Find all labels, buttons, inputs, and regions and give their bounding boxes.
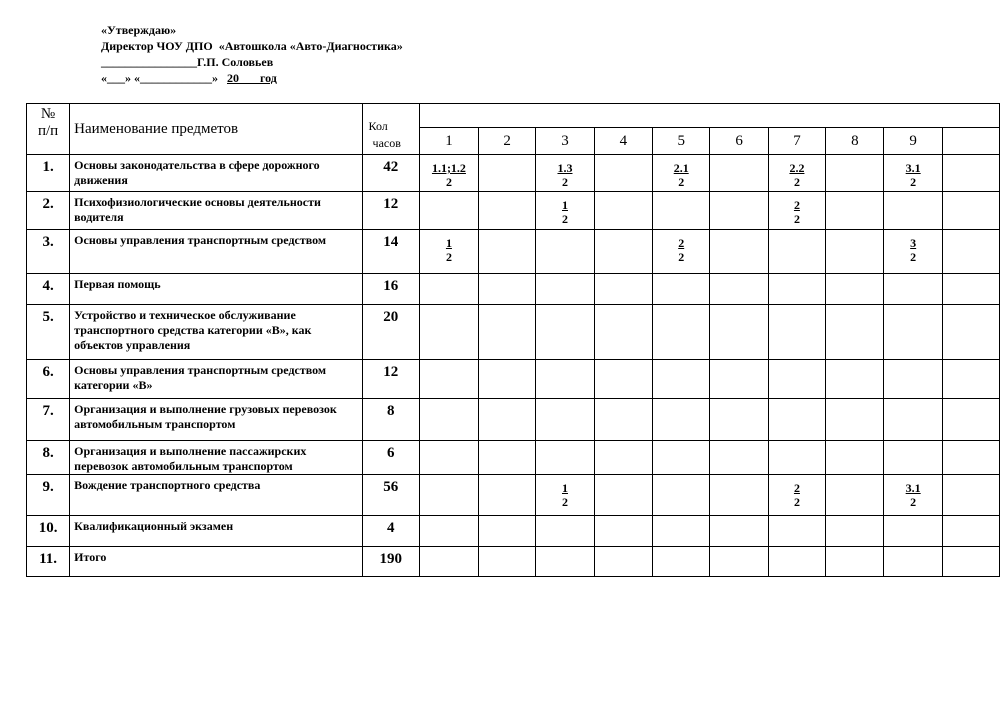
schedule-cell [826,155,884,192]
row-number: 10. [27,516,70,547]
schedule-cell [884,155,942,192]
lesson-fraction [906,481,921,509]
lesson-fraction [557,161,572,189]
schedule-cell [594,516,652,547]
lesson-topic: 1 [561,198,568,212]
column-number: 6 [710,128,768,155]
header-name-cell: Наименование предметов [70,104,362,155]
lesson-topic: 1 [561,481,568,495]
schedule-cell [419,230,478,274]
schedule-cell [710,360,768,399]
schedule-cell [942,475,999,516]
lesson-hours: 2 [910,175,917,189]
subject-name: Вождение транспортного средства [70,475,362,516]
lesson-hours: 2 [793,175,800,189]
schedule-cell [652,155,710,192]
schedule-cell [768,399,826,441]
schedule-cell [710,155,768,192]
row-number: 7. [27,399,70,441]
schedule-cell [768,192,826,230]
header-num-symbol: № [40,106,56,122]
schedule-cell [826,441,884,475]
table-row [27,475,1000,516]
header-num-cell [27,104,70,155]
approval-block [101,22,403,86]
schedule-cell [419,547,478,577]
subject-name: Первая помощь [70,274,362,305]
schedule-cell [536,547,594,577]
lesson-topic: 2 [793,481,800,495]
month-blank: ____________ [140,71,212,85]
row-number: 9. [27,475,70,516]
schedule-cell [826,516,884,547]
lesson-fraction [562,481,568,509]
column-number: 2 [479,128,536,155]
schedule-cell [884,274,942,305]
schedule-cell [942,399,999,441]
year-blank [239,71,260,85]
column-number: 5 [652,128,710,155]
schedule-cell [594,274,652,305]
schedule-cell [536,441,594,475]
schedule-cell [594,475,652,516]
schedule-cell [826,399,884,441]
schedule-cell [768,360,826,399]
schedule-cell [594,360,652,399]
schedule-cell [594,547,652,577]
column-number: 4 [594,128,652,155]
schedule-cell [768,230,826,274]
year-label: год [260,71,277,85]
lesson-hours: 2 [445,175,452,189]
subject-hours: 42 [362,155,419,192]
lesson-topic: 3 [910,236,917,250]
schedule-cell [710,399,768,441]
schedule-cell [884,230,942,274]
row-number: 8. [27,441,70,475]
table-row [27,547,1000,577]
schedule-cell [710,516,768,547]
schedule-cell [536,155,594,192]
schedule-cell [826,360,884,399]
lesson-topic: 1.3 [557,161,573,175]
schedule-cell [826,475,884,516]
lesson-fraction [794,198,800,226]
subject-hours: 12 [362,192,419,230]
schedule-cell [419,274,478,305]
header-hours-line2: часов [372,136,401,150]
schedule-cell [710,547,768,577]
schedule-cell [942,360,999,399]
schedule-cell [884,305,942,360]
lesson-hours: 2 [910,495,917,509]
schedule-cell [594,155,652,192]
table-row [27,192,1000,230]
table-row [27,360,1000,399]
lesson-topic: 1 [445,236,452,250]
schedule-cell [652,475,710,516]
schedule-cell [710,274,768,305]
column-number: 3 [536,128,594,155]
lesson-topic: 2 [678,236,685,250]
lesson-hours: 2 [445,250,452,264]
schedule-cell [652,360,710,399]
schedule-cell [479,155,536,192]
row-number: 2. [27,192,70,230]
subject-name: Основы управления транспортным средством категории «В» [70,360,362,399]
lesson-hours: 2 [678,175,685,189]
schedule-cell [536,516,594,547]
schedule-cell [419,516,478,547]
schedule-cell [884,192,942,230]
schedule-cell [884,441,942,475]
lesson-fraction [794,481,800,509]
schedule-cell [768,441,826,475]
schedule-cell [479,274,536,305]
row-number: 1. [27,155,70,192]
schedule-cell [419,192,478,230]
schedule-cell [768,274,826,305]
table-row [27,230,1000,274]
table-row [27,441,1000,475]
schedule-cell [479,399,536,441]
lesson-topic: 2.1 [673,161,689,175]
schedule-table [26,103,1000,577]
schedule-cell [652,441,710,475]
row-number: 6. [27,360,70,399]
day-blank: ___ [107,71,125,85]
subject-hours: 190 [362,547,419,577]
lesson-fraction [446,236,452,264]
schedule-cell [826,305,884,360]
schedule-cell [884,399,942,441]
lesson-hours: 2 [561,495,568,509]
schedule-cell [419,399,478,441]
schedule-cell [479,192,536,230]
subject-name: Организация и выполнение грузовых перевозок автомобильным транспортом [70,399,362,441]
schedule-cell [826,274,884,305]
header-hours-cell [362,104,419,155]
schedule-cell [536,305,594,360]
schedule-cell [768,155,826,192]
schedule-cell [419,475,478,516]
header-hours-line1: Кол [368,119,388,133]
date-line [101,70,403,86]
schedule-cell [536,274,594,305]
signature-line [101,54,403,70]
lesson-fraction [910,236,916,264]
date-quote: « [101,71,107,85]
schedule-cell [652,516,710,547]
date-quote: » [212,71,218,85]
lesson-hours: 2 [793,212,800,226]
schedule-cell [768,475,826,516]
schedule-cell [942,305,999,360]
schedule-cell [710,230,768,274]
schedule-cell [419,360,478,399]
schedule-cell [536,230,594,274]
signature-blank: ________________ [101,55,197,69]
lesson-fraction [562,198,568,226]
header-top-band [419,104,999,128]
schedule-cell [652,305,710,360]
schedule-cell [710,305,768,360]
lesson-topic: 2.2 [789,161,805,175]
schedule-cell [536,475,594,516]
table-row [27,516,1000,547]
schedule-cell [710,475,768,516]
schedule-cell [942,274,999,305]
subject-hours: 16 [362,274,419,305]
schedule-cell [942,516,999,547]
schedule-cell [768,516,826,547]
subject-hours: 56 [362,475,419,516]
schedule-cell [479,360,536,399]
date-quote: » « [125,71,140,85]
schedule-cell [479,547,536,577]
row-number: 3. [27,230,70,274]
approval-title: «Утверждаю» [101,23,177,37]
schedule-cell [710,192,768,230]
row-number: 11. [27,547,70,577]
subject-name: Квалификационный экзамен [70,516,362,547]
lesson-fraction [906,161,921,189]
schedule-cell [594,230,652,274]
schedule-cell [884,547,942,577]
row-number: 5. [27,305,70,360]
schedule-cell [768,305,826,360]
schedule-cell [479,230,536,274]
column-number: 9 [884,128,942,155]
schedule-cell [594,305,652,360]
schedule-cell [479,516,536,547]
schedule-cell [884,475,942,516]
table-row [27,399,1000,441]
schedule-cell [419,441,478,475]
subject-name: Организация и выполнение пассажирских перевозок автомобильным транспортом [70,441,362,475]
schedule-cell [942,192,999,230]
table-row [27,274,1000,305]
schedule-cell [536,399,594,441]
lesson-hours: 2 [910,250,917,264]
schedule-cell [942,547,999,577]
schedule-cell [594,192,652,230]
column-number: 1 [419,128,478,155]
subject-name: Итого [70,547,362,577]
schedule-cell [536,360,594,399]
subject-name: Основы законодательства в сфере дорожного движения [70,155,362,192]
column-number: 8 [826,128,884,155]
header-row [27,104,1000,128]
director-line: Директор ЧОУ ДПО «Автошкола «Авто-Диагностика» [101,39,403,53]
schedule-cell [768,547,826,577]
lesson-topic: 1.1;1.2 [431,161,466,175]
schedule-cell [419,155,478,192]
schedule-cell [594,399,652,441]
subject-name: Устройство и техническое обслуживание транспортного средства категории «В», как объектов управления [70,305,362,360]
lesson-fraction [674,161,689,189]
subject-hours: 12 [362,360,419,399]
schedule-cell [652,399,710,441]
schedule-cell [826,547,884,577]
table-row [27,155,1000,192]
lesson-hours: 2 [678,250,685,264]
lesson-topic: 3.1 [905,161,921,175]
column-number: 7 [768,128,826,155]
schedule-cell [479,441,536,475]
column-number [942,128,999,155]
subject-name: Психофизиологические основы деятельности водителя [70,192,362,230]
schedule-cell [594,441,652,475]
lesson-hours: 2 [793,495,800,509]
schedule-cell [884,516,942,547]
header-num-label: п/п [37,123,59,139]
schedule-cell [652,274,710,305]
subject-hours: 14 [362,230,419,274]
schedule-cell [479,475,536,516]
lesson-fraction [789,161,804,189]
schedule-cell [652,192,710,230]
director-name: Г.П. Соловьев [197,55,274,69]
lesson-hours: 2 [561,175,568,189]
subject-hours: 8 [362,399,419,441]
row-number: 4. [27,274,70,305]
lesson-topic: 2 [793,198,800,212]
year-prefix: 20 [227,71,239,85]
schedule-cell [419,305,478,360]
schedule-cell [942,155,999,192]
schedule-cell [884,360,942,399]
lesson-hours: 2 [561,212,568,226]
subject-hours: 6 [362,441,419,475]
subject-hours: 4 [362,516,419,547]
schedule-cell [710,441,768,475]
schedule-cell [652,547,710,577]
lesson-fraction [678,236,684,264]
subject-name: Основы управления транспортным средством [70,230,362,274]
lesson-fraction [432,161,466,189]
schedule-cell [652,230,710,274]
subject-hours: 20 [362,305,419,360]
schedule-cell [536,192,594,230]
lesson-topic: 3.1 [905,481,921,495]
schedule-cell [826,230,884,274]
schedule-cell [942,441,999,475]
schedule-cell [479,305,536,360]
schedule-cell [826,192,884,230]
schedule-cell [942,230,999,274]
table-row [27,305,1000,360]
